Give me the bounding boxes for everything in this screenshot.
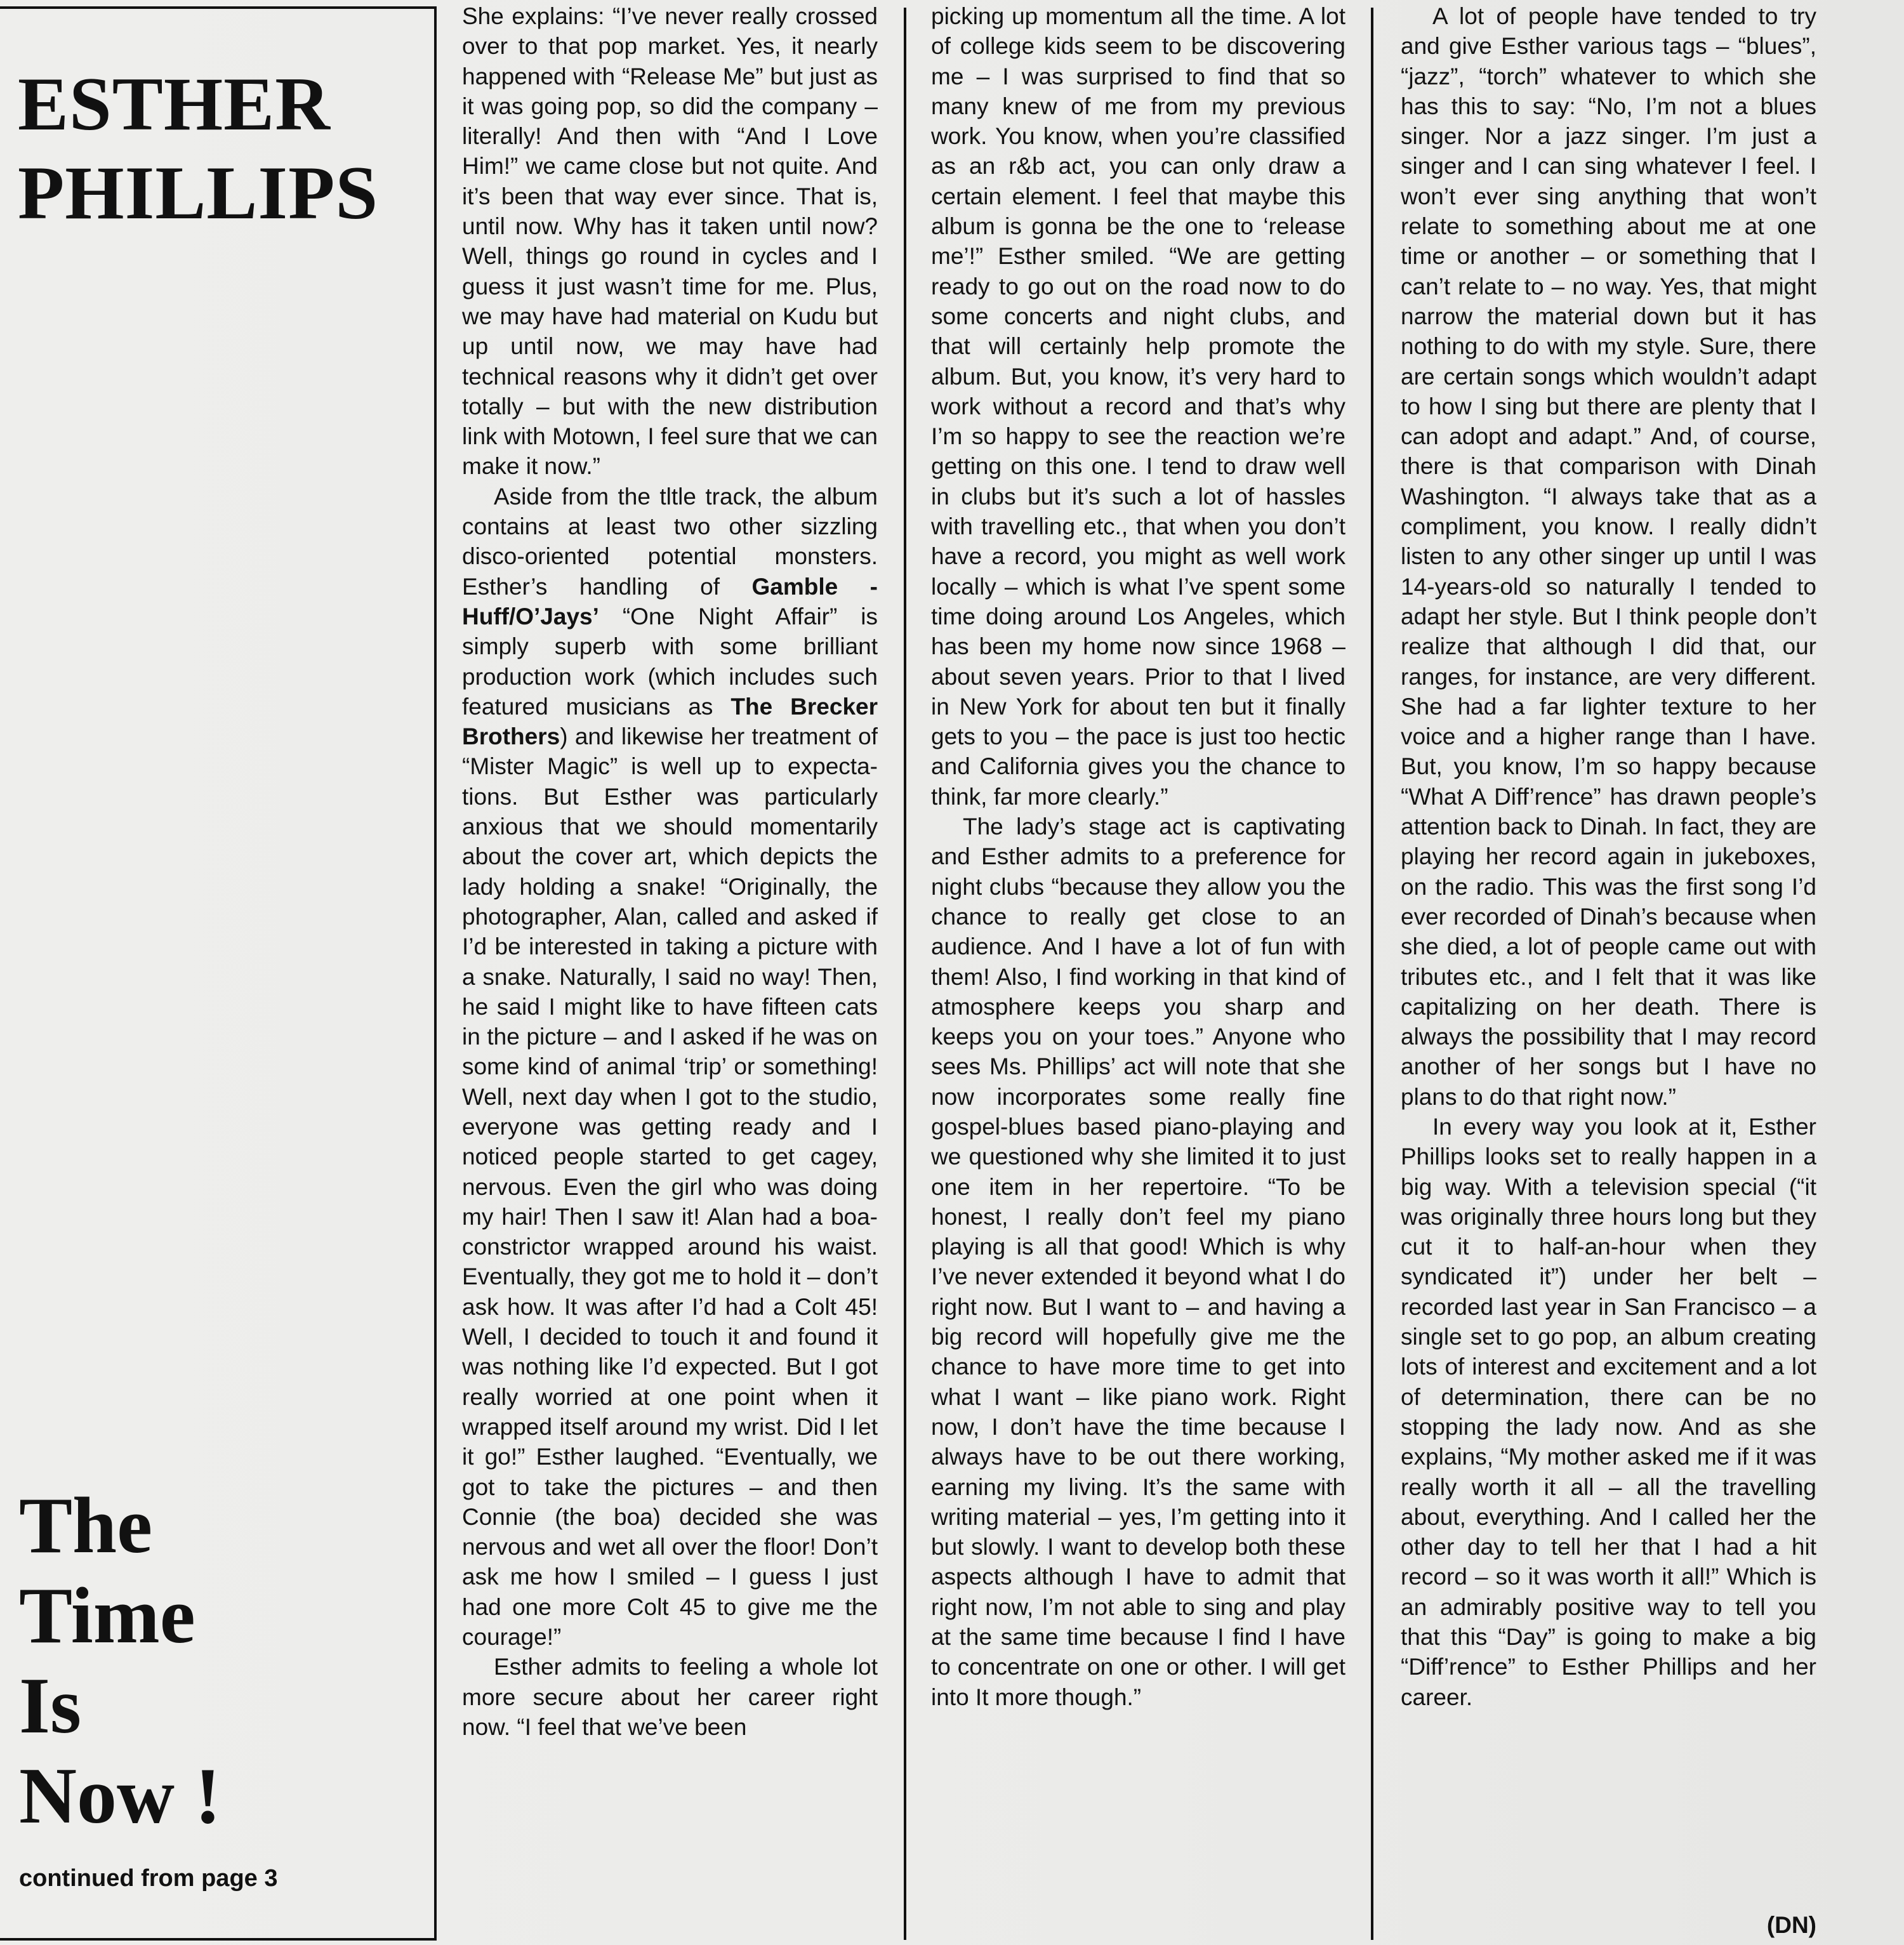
title-panel [0,6,437,1941]
column-rule [1371,8,1373,1940]
headline-line-1: ESTHER [18,62,331,146]
paragraph-text: “One Night Affair” is simply superb with some brilliant production work (which includes such featured musicians as [462,603,878,720]
paragraph: A lot of people have tended to try and give Esther various tags – “blues”, “jazz”, “torch” whatever to which she has this to say: “No, I’m not a blues singer. Nor a jazz singer. I’m just a singer and I can sing whatever I feel. I won’t ever sing anything that won’t relate to something about me at one time or another – or something that I can’t relate to – no way. Yes, that might narrow the material down but it has nothing to do with my style. Sure, there are certain songs which wouldn’t adapt to how I sing but there are plenty that I can adopt and adapt.” And, of course, there is that comparison with Dinah Washington. “I always take that as a compliment, you know. I really didn’t listen to any other singer up until I was 14-years-old so naturally I tended to adapt her style. But I think people don’t realize that although I did that, our ranges, for instance, are very different. She had a far lighter texture to her voice and a higher range than I have. But, you know, I’m so happy because “What A Diff’rence” has drawn people’s attention back to Dinah. In fact, they are playing her record again in jukeboxes, on the radio. This was the first song I’d ever recorded of Dinah’s because when she died, a lot of people came out with tributes etc., and I felt that it was like capitalizing on her death. There is always the possibility that I may record another of her songs but I have no plans to do that right now.” [1401,3,1816,1110]
headline-line-2: PHILLIPS [18,150,379,235]
paragraph: The lady’s stage act is captivating and Esther admits to a preference for night clubs “because they allow you the chance to really get close to an audience. And I have a lot of fun with them! Also, I find working in that kind of atmosphere keeps you sharp and keeps you on your toes.” Anyone who sees Ms. Phillips’ act will note that she now incorporates some really fine gospel-blues based piano-playing and we questioned why she limited it to just one item in her repertoire. “To be honest, I really don’t feel my piano playing is all that good! Which is why I’ve never extended it beyond what I do right now. But I want to – and having a big record will hopefully give me the chance to have more time to get into what I want – like piano work. Right now, I don’t have the time because I always have to be out there working, earning my living. It’s the same with writing material – yes, I’m getting into it but slowly. I want to develop both these aspects although I have to admit that right now, I’m not able to sing and play at the same time because I find I have to concentrate on one or other. I will get into It more though.” [931,814,1345,1710]
column-rule [904,8,906,1940]
continued-note: continued from page 3 [19,1865,278,1892]
paragraph: In every way you look at it, Esther Phillips looks set to really happen in a big way. With a television special (“it was originally three hours long but they cut it to half-an-hour when they syndicated it”) under her belt – recorded last year in San Francisco – a single set to go pop, an album creating lots of interest and excitement and a lot of determination, there can be no stopping the lady now. And as she explains, “My mother asked me if it was really worth it all – all the travelling about, everything. And I called her the other day to tell her that I had a hit record – so it was worth it all!” Which is an admirably positive way to tell you that this “Day” is going to make a big “Diff’rence” to Esther Phillips and her career. [1401,1113,1816,1710]
subtitle-line-2: Time [19,1572,195,1660]
paragraph-text: ) and likewise her treatment of “Mister Magic” is well up to expectations. But Esther was particularly anxious that we should momentarily about the cover art, which depicts the lady holding a snake! “Originally, the photographer, Alan, called and asked if I’d be interested in taking a picture with a snake. Naturally, I said no way! Then, he said I might like to have fifteen cats in the picture – and I asked if he was on some kind of animal ‘trip’ or something! Well, next day when I got to the studio, everyone was getting ready and I noticed people started to get cagey, nervous. Even the girl who was doing my hair! Then I saw it! Alan had a boa-constrictor wrapped around his waist. Eventually, they got me to hold it – don’t ask how. It was after I’d had a Colt 45! Well, I decided to touch it and found it was nothing like I’d expected. But I got really worried at one point when it wrapped itself around my wrist. Did I let it go!” Esther laughed. “Eventually, we got to take the pictures – and then Connie (the boa) decided she was nervous and wet all over the floor! Don’t ask me how I smiled – I guess I just had one more Colt 45 to give me the courage!” [462,723,878,1651]
subtitle-line-3: Is [19,1662,82,1750]
paragraph [462,482,878,1652]
paragraph: picking up momentum all the time. A lot of college kids seem to be discovering me – I was surprised to find that so many knew of me from my previous work. You know, when you’re classified as an r&b act, you can only draw a certain element. I feel that maybe this album is gonna be the one to ‘release me’!” Esther smiled. “We are getting ready to go out on the road now to do some concerts and night clubs, and that will certainly help promote the album. But, you know, it’s very hard to work without a record and that’s why I’m so happy to see the reaction we’re getting on this one. I tend to draw well in clubs but it’s such a lot of hassles with travelling etc., that when you don’t have a record, you might as well work locally – which is what I’ve spent some time doing around Los Angeles, which has been my home now since 1968 – about seven years. Prior to that I lived in New York for about ten but it finally gets to you – the pace is just too hectic and California gives you the chance to think, far more clearly.” [931,3,1345,810]
text-column-1 [462,1,878,1945]
text-column-2 [931,1,1345,1945]
bold-credit: Gamble - Huff/O’Jays’ [462,573,878,630]
paragraph: She explains: “I’ve never really crossed over to that pop market. Yes, it nearly happened with “Release Me” but just as it was going pop, so did the company – literally! And then with “And I Love Him!” we came close but not quite. And it’s been that way ever since. That is, until now. Why has it taken until now? Well, things go round in cycles and I guess it just wasn’t time for me. Plus, we may have had material on Kudu but up until now, we may have had technical reasons why it didn’t get over totally – but with the new distribution link with Motown, I feel sure that we can make it now.” [462,3,878,480]
article-headline [18,60,378,237]
paragraph-text: Aside from the tltle track, the album contains at least two other sizzling disco-oriented potential monsters. Esther’s handling of [462,483,878,600]
subtitle-line-1: The [19,1482,153,1570]
text-column-3 [1401,1,1816,1945]
subtitle-line-4: Now ! [19,1752,221,1840]
article-subtitle [19,1481,221,1842]
author-initials: (DN) [1766,1912,1816,1938]
paragraph: Esther admits to feeling a whole lot more secure about her career right now. “I feel that we’ve been [462,1654,878,1740]
bold-credit: The Brecker Brothers [462,693,878,750]
